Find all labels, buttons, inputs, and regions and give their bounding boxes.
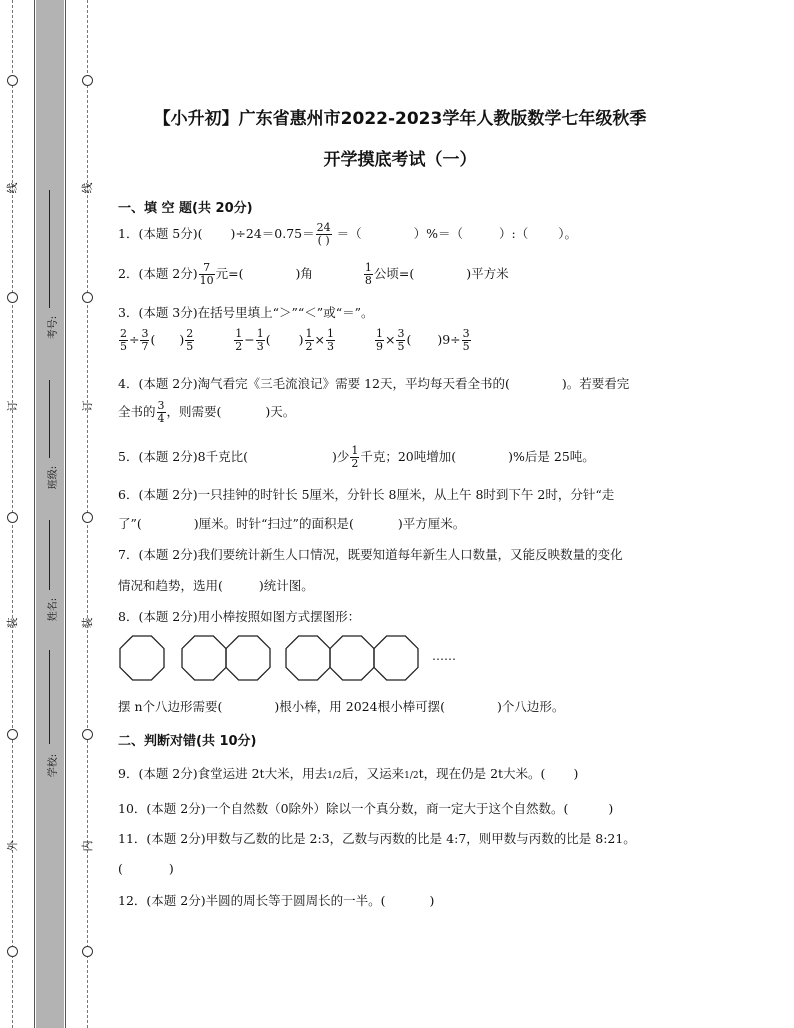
question-3: 3．(本题 3分)在括号里填上“＞”“＜”或“＝”。 xyxy=(118,305,374,320)
fraction: $\frac{1}{8}$ xyxy=(364,261,372,287)
question-8: 8．(本题 2分)用小棒按照如图方式摆图形： xyxy=(118,609,361,624)
field-class xyxy=(36,380,64,500)
question-5: 5．(本题 2分)8千克比( )少 $\frac{1}{2}$ 千克；20吨增加( )%后是 25吨。 xyxy=(118,444,595,470)
question-1: 1．(本题 5分)( )÷24＝0.75＝ $\frac{24}{( )}$ ＝（ ）%＝（ ）:（ ）。 xyxy=(118,221,577,247)
octagon-shape xyxy=(330,636,374,680)
page-title-line2: 开学摸底考试（一） xyxy=(323,150,477,170)
octagon-shape xyxy=(226,636,270,680)
field-line[interactable] xyxy=(49,190,50,308)
field-label: 考号: xyxy=(48,315,60,340)
field-label: 姓名: xyxy=(48,597,60,622)
octagon-figure xyxy=(118,632,478,684)
gutter-line-outer xyxy=(34,0,35,1028)
gutter-circle xyxy=(7,75,18,86)
question-11-cont: ( ) xyxy=(118,861,174,876)
question-8-cont: 摆 n个八边形需要( )根小棒，用 2024根小棒可摆( )个八边形。 xyxy=(118,699,565,714)
question-7-cont: 情况和趋势，选用( )统计图。 xyxy=(118,578,314,593)
octagon-shape xyxy=(286,636,330,680)
question-12: 12．(本题 2分)半圆的周长等于圆周长的一半。( ) xyxy=(118,893,435,908)
question-11: 11．(本题 2分)甲数与乙数的比是 2:3，乙数与丙数的比是 4:7，则甲数与丙数的比是 8:21。 xyxy=(118,831,636,846)
fraction: $\frac{24}{( )}$ xyxy=(316,221,331,247)
section-heading-fill-blank: 一、填 空 题(共 20分) xyxy=(118,201,253,216)
section-heading-true-false: 二、判断对错(共 10分) xyxy=(118,734,257,749)
octagon-shape xyxy=(120,636,164,680)
gutter-circle xyxy=(82,292,93,303)
question-9: 9．(本题 2分)食堂运进 2t大米，用去1/2后，又运来1/2t，现在仍是 2t大米。( ) xyxy=(118,766,579,781)
question-10: 10．(本题 2分)一个自然数（0除外）除以一个真分数，商一定大于这个自然数。( ) xyxy=(118,801,614,816)
question-6-cont: 了”( )厘米。时针“扫过”的面积是( )平方厘米。 xyxy=(118,516,466,531)
gutter-circle xyxy=(82,512,93,523)
gutter-circle xyxy=(82,75,93,86)
gutter-circle xyxy=(7,512,18,523)
field-line[interactable] xyxy=(49,520,50,590)
field-school xyxy=(36,650,64,778)
gutter-circle xyxy=(82,946,93,957)
field-name xyxy=(36,520,64,630)
gutter-char: 线 xyxy=(81,182,94,194)
page-title-line1: 【小升初】广东省惠州市2022-2023学年人教版数学七年级秋季 xyxy=(153,109,647,129)
gutter-circle xyxy=(7,946,18,957)
octagon-shape xyxy=(182,636,226,680)
fraction: $\frac{7}{10}$ xyxy=(199,261,214,287)
field-line[interactable] xyxy=(49,380,50,458)
question-6: 6．(本题 2分)一只挂钟的时针长 5厘米，分针长 8厘米，从上午 8时到下午 2时，分针“走 xyxy=(118,487,615,502)
gutter-circle xyxy=(7,292,18,303)
gutter-char: 内 xyxy=(81,840,94,852)
gutter-char: 订 xyxy=(81,400,94,412)
gutter-char: 外 xyxy=(6,840,19,852)
octagon-shape xyxy=(374,636,418,680)
gutter-char: 装 xyxy=(81,617,94,629)
question-2: 2．(本题 2分) $\frac{7}{10}$ 元=( )角 $\frac{1}{8}$ 公顷=( )平方米 xyxy=(118,261,509,287)
gutter-band xyxy=(36,0,64,1028)
question-7: 7．(本题 2分)我们要统计新生人口情况，既要知道每年新生人口数量，又能反映数量的变化 xyxy=(118,547,623,562)
gutter-circle xyxy=(82,729,93,740)
gutter-char: 订 xyxy=(6,400,19,412)
field-line[interactable] xyxy=(49,650,50,744)
question-4-cont: 全书的 $\frac{3}{4}$ ，则需要( )天。 xyxy=(118,399,296,425)
gutter-char: 装 xyxy=(6,617,19,629)
question-4: 4．(本题 2分)淘气看完《三毛流浪记》需要 12天，平均每天看全书的( )。若要看完 xyxy=(118,376,630,391)
question-3-items: $\frac{2}{5}$ ÷ $\frac{3}{7}$ ( ) $\frac{2}{5}$ $\frac{1}{2}$ − $\frac{1}{3}$ ( ) $\frac{1}{2}$ × $\frac{1}{3}$ $\frac{1}{9}$ × $\frac{3}{5}$ ( )9÷ $\frac{3}{5}$ xyxy=(120,327,470,353)
field-label: 班级: xyxy=(48,465,60,490)
ellipsis-dots: …… xyxy=(432,649,456,663)
gutter-circle xyxy=(7,729,18,740)
field-label: 学校: xyxy=(48,753,60,778)
gutter-char: 线 xyxy=(6,182,19,194)
field-exam-number xyxy=(36,190,64,350)
gutter-line-inner xyxy=(65,0,66,1028)
